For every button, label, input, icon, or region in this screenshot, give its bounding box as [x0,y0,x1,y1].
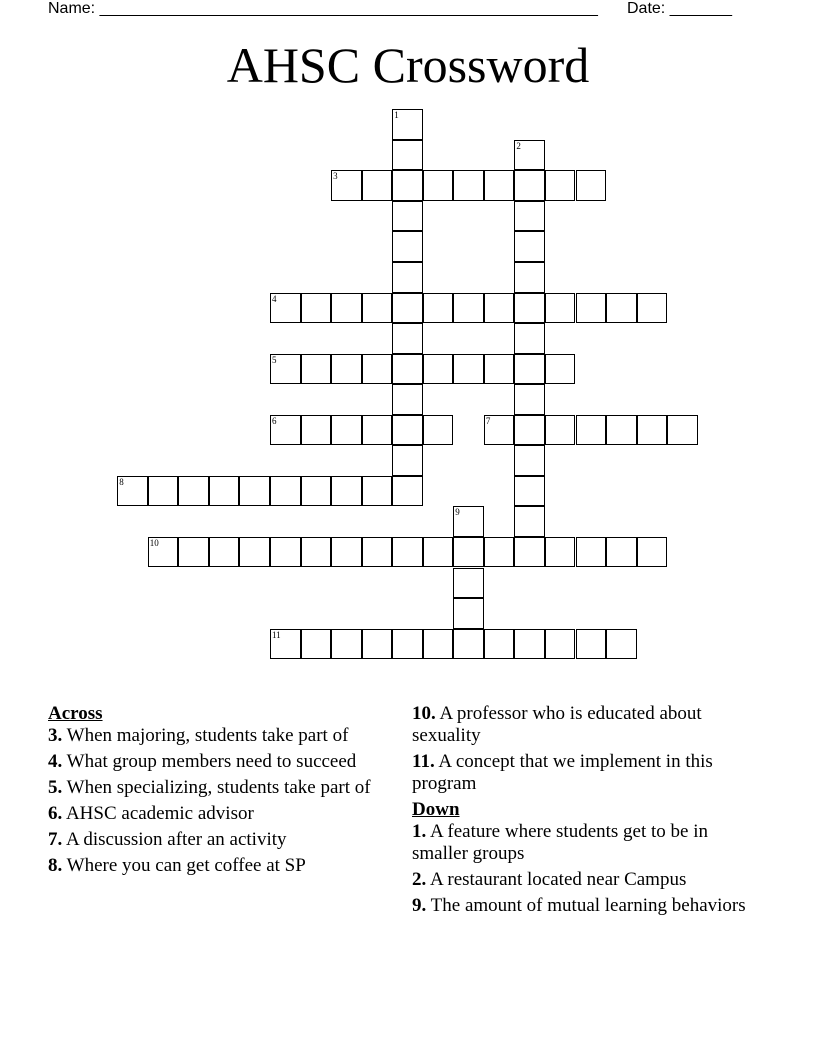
crossword-cell[interactable] [209,476,240,507]
crossword-cell[interactable] [423,537,454,568]
crossword-cell[interactable] [331,415,362,446]
clue-text: What group members need to succeed [62,751,357,772]
crossword-cell[interactable] [331,170,362,201]
clues-column-left [48,703,388,881]
clue-number: 1 [394,110,399,121]
clue-number: 7. [48,829,63,850]
clue-number: 6 [272,415,277,426]
crossword-cell[interactable] [514,445,545,476]
crossword-cell[interactable] [392,354,423,385]
crossword-cell[interactable] [392,476,423,507]
clue-number: 4 [272,293,277,304]
crossword-cell[interactable] [453,354,484,385]
crossword-cell[interactable] [239,537,270,568]
crossword-cell[interactable] [514,170,545,201]
crossword-cell[interactable] [270,354,301,385]
crossword-cell[interactable] [331,629,362,660]
crossword-cell[interactable] [637,293,668,324]
clue-number: 2 [516,140,521,151]
clue-number: 7 [485,415,491,426]
clue-item [48,829,388,851]
crossword-cell[interactable] [484,354,515,385]
crossword-cell[interactable] [392,201,423,232]
crossword-cell[interactable] [301,537,332,568]
crossword-cell[interactable] [362,476,393,507]
across-heading: Across [48,703,103,724]
crossword-cell[interactable] [545,415,576,446]
crossword-cell[interactable] [514,354,545,385]
crossword-cell[interactable] [545,537,576,568]
crossword-cell[interactable] [392,262,423,293]
clue-number: 5. [48,777,63,798]
crossword-cell[interactable] [392,537,423,568]
crossword-cell[interactable] [423,629,454,660]
crossword-cell[interactable] [637,415,668,446]
clue-text: A restaurant located near Campus [426,869,687,890]
crossword-cell[interactable] [606,293,637,324]
clue-number: 6. [48,803,63,824]
crossword-cell[interactable] [331,476,362,507]
date-field-label: Date: _______ [627,0,732,17]
crossword-cell[interactable] [514,415,545,446]
crossword-cell[interactable] [514,293,545,324]
crossword-cell[interactable] [209,537,240,568]
crossword-cell[interactable] [362,629,393,660]
clue-text: A feature where students get to be in smaller groups [412,821,709,864]
clue-text: The amount of mutual learning behaviors [426,895,746,916]
crossword-cell[interactable] [576,293,607,324]
crossword-cell[interactable] [392,384,423,415]
crossword-cell[interactable] [392,140,423,171]
crossword-cell[interactable] [392,629,423,660]
crossword-cell[interactable] [270,629,301,660]
crossword-cell[interactable] [514,140,545,171]
clue-number: 8. [48,855,63,876]
crossword-cell[interactable] [514,201,545,232]
crossword-cell[interactable] [514,384,545,415]
crossword-cell[interactable] [484,629,515,660]
clue-item [48,751,388,773]
crossword-cell[interactable] [148,537,179,568]
crossword-cell[interactable] [392,323,423,354]
crossword-cell[interactable] [453,598,484,629]
crossword-cell[interactable] [392,231,423,262]
crossword-cell[interactable] [178,537,209,568]
crossword-cell[interactable] [270,293,301,324]
clue-number: 11 [272,629,281,640]
clue-number: 10. [412,703,436,724]
clue-text: When specializing, students take part of [62,777,371,798]
crossword-cell[interactable] [514,231,545,262]
crossword-cell[interactable] [117,476,148,507]
clue-number: 3. [48,725,63,746]
clue-number: 4. [48,751,63,772]
crossword-cell[interactable] [362,354,393,385]
crossword-cell[interactable] [301,415,332,446]
crossword-cell[interactable] [453,506,484,537]
crossword-cell[interactable] [362,170,393,201]
crossword-cell[interactable] [301,293,332,324]
clue-item [48,803,388,825]
down-heading: Down [412,799,460,820]
crossword-cell[interactable] [392,415,423,446]
clue-text: A professor who is educated about sexuality [412,703,702,746]
crossword-cell[interactable] [423,354,454,385]
crossword-cell[interactable] [453,170,484,201]
crossword-cell[interactable] [606,537,637,568]
clue-number: 3 [333,171,338,182]
crossword-cell[interactable] [545,354,576,385]
name-field-label: Name: ________________________________________________________ [48,0,598,17]
crossword-cell[interactable] [606,415,637,446]
crossword-cell[interactable] [178,476,209,507]
crossword-cell[interactable] [576,537,607,568]
crossword-cell[interactable] [301,354,332,385]
crossword-cell[interactable] [545,293,576,324]
crossword-cell[interactable] [545,170,576,201]
clue-text: A discussion after an activity [62,829,287,850]
crossword-cell[interactable] [423,293,454,324]
crossword-cell[interactable] [331,537,362,568]
clues-column-right [412,703,752,921]
crossword-cell[interactable] [576,629,607,660]
crossword-cell[interactable] [514,262,545,293]
crossword-cell[interactable] [239,476,270,507]
crossword-cell[interactable] [270,415,301,446]
clue-number: 1. [412,821,427,842]
clue-text: A concept that we implement in this program [412,751,713,794]
clue-item [48,777,388,799]
crossword-cell[interactable] [301,476,332,507]
page-title: AHSC Crossword [226,37,590,93]
crossword-cell[interactable] [484,415,515,446]
crossword-cell[interactable] [667,415,698,446]
crossword-cell[interactable] [576,415,607,446]
crossword-cell[interactable] [453,293,484,324]
clue-text: AHSC academic advisor [62,803,254,824]
clue-text: When majoring, students take part of [62,725,349,746]
clue-text: Where you can get coffee at SP [62,855,306,876]
crossword-cell[interactable] [270,476,301,507]
crossword-cell[interactable] [331,293,362,324]
crossword-cell[interactable] [392,445,423,476]
clue-item [412,895,752,917]
crossword-cell[interactable] [392,109,423,140]
crossword-cell[interactable] [392,170,423,201]
crossword-cell[interactable] [545,629,576,660]
clue-number: 9 [455,507,460,518]
crossword-cell[interactable] [453,537,484,568]
crossword-cell[interactable] [514,537,545,568]
crossword-cell[interactable] [362,293,393,324]
crossword-cell[interactable] [453,568,484,599]
crossword-cell[interactable] [423,170,454,201]
crossword-cell[interactable] [576,170,607,201]
crossword-cell[interactable] [514,323,545,354]
clue-item [412,751,752,795]
clue-number: 8 [119,476,124,487]
crossword-cell[interactable] [362,415,393,446]
crossword-cell[interactable] [637,537,668,568]
clue-item [48,855,388,877]
crossword-cell[interactable] [514,476,545,507]
clue-item [412,869,752,891]
crossword-cell[interactable] [514,506,545,537]
crossword-cell[interactable] [453,629,484,660]
crossword-cell[interactable] [270,537,301,568]
clue-number: 2. [412,869,427,890]
crossword-cell[interactable] [148,476,179,507]
clue-number: 11. [412,751,435,772]
crossword-cell[interactable] [331,354,362,385]
crossword-cell[interactable] [514,629,545,660]
crossword-cell[interactable] [606,629,637,660]
crossword-cell[interactable] [423,415,454,446]
crossword-cell[interactable] [484,537,515,568]
crossword-cell[interactable] [362,537,393,568]
clue-number: 5 [272,354,277,365]
crossword-cell[interactable] [301,629,332,660]
crossword-cell[interactable] [392,293,423,324]
clue-item [48,725,388,747]
clue-item [412,821,752,865]
clue-item [412,703,752,747]
crossword-cell[interactable] [484,170,515,201]
clue-number: 9. [412,895,427,916]
clue-number: 10 [149,537,159,548]
crossword-cell[interactable] [484,293,515,324]
